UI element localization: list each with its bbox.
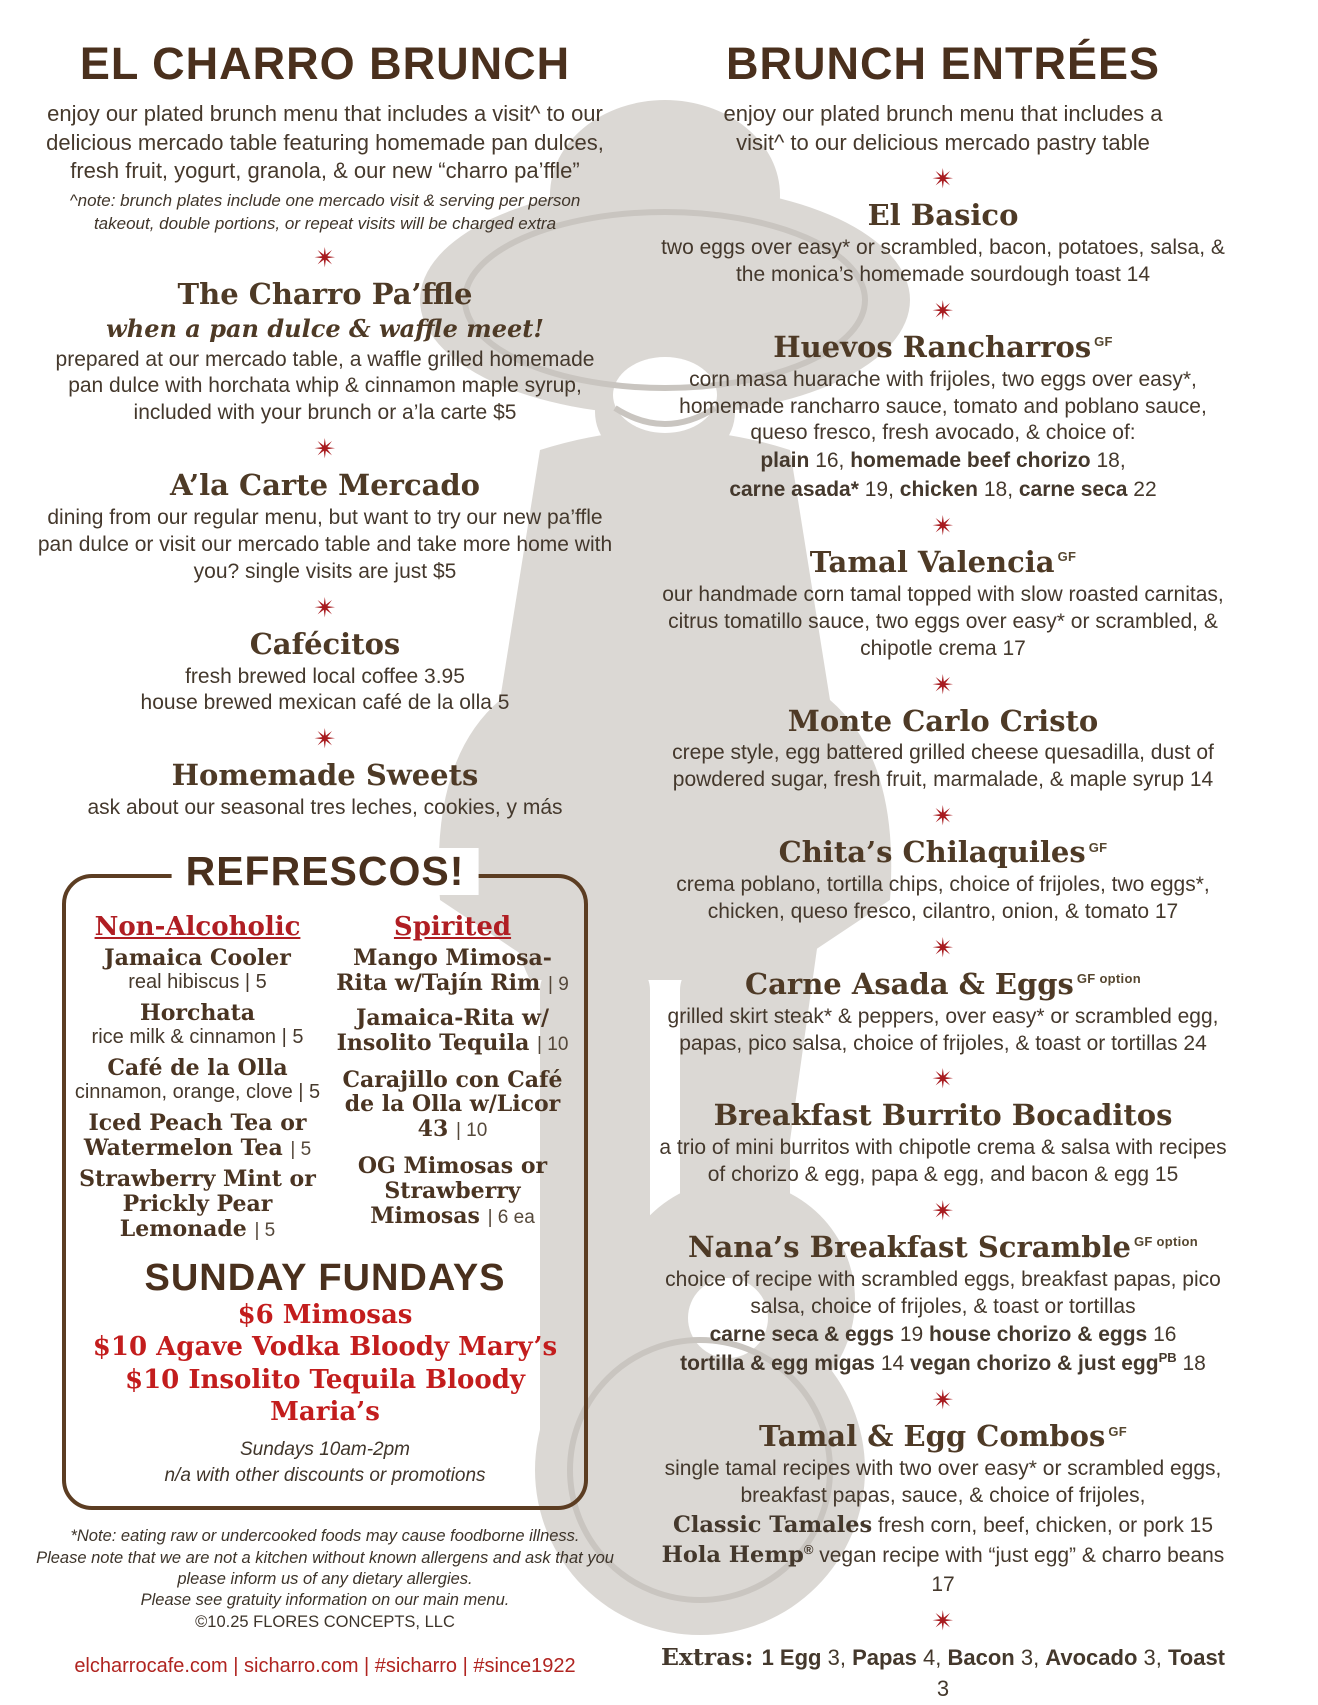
entree-title: Huevos Rancharros $^{GF}$ bbox=[773, 329, 1113, 364]
left-note-line1: ^note: brunch plates include one mercado visit & serving per person bbox=[69, 190, 581, 210]
section-body-line2: house brewed mexican café de la olla 5 bbox=[140, 691, 510, 715]
entree-huevos-rancharros bbox=[658, 329, 1228, 504]
gf-tag: GF bbox=[1094, 334, 1113, 350]
entree-title: El Basico bbox=[867, 198, 1019, 233]
section-ala-carte-mercado bbox=[36, 470, 614, 586]
drink-item bbox=[329, 1068, 576, 1143]
fine-print-line: Please see gratuity information on our main menu. bbox=[140, 1591, 510, 1610]
drink-name: Strawberry Mint or Prickly Pear Lemonade | 5 bbox=[79, 1166, 316, 1243]
entree-tamal-egg-combos bbox=[658, 1421, 1228, 1599]
right-page-title: BRUNCH ENTRÉES bbox=[725, 38, 1161, 89]
non-alcoholic-heading: Non-Alcoholic bbox=[94, 912, 301, 943]
star-divider-icon: ✴ bbox=[931, 511, 955, 542]
entree-title: Tamal & Egg Combos $^{GF}$ bbox=[759, 1419, 1127, 1454]
gf-tag: GF bbox=[1057, 549, 1077, 565]
spirited-column bbox=[329, 912, 576, 1249]
gf-tag: GF option bbox=[1076, 971, 1141, 987]
fine-print-line: Please note that we are not a kitchen without known allergens and ask that you bbox=[36, 1548, 614, 1567]
entree-monte-carlo-cristo bbox=[658, 703, 1228, 795]
gf-tag: GF bbox=[1108, 1423, 1127, 1439]
deal-mimosas: $6 Mimosas bbox=[237, 1299, 413, 1330]
star-divider-icon: ✴ bbox=[931, 669, 955, 700]
star-divider-icon: ✴ bbox=[931, 295, 955, 326]
left-note-line2: takeout, double portions, or repeat visits will be charged extra bbox=[93, 213, 557, 233]
drink-price: | 10 bbox=[455, 1120, 488, 1142]
entree-body: a trio of mini burritos with chipotle crema & salsa with recipes of chorizo & egg, papa & egg, and bacon & egg 15 bbox=[659, 1136, 1227, 1187]
section-body: prepared at our mercado table, a waffle grilled homemade pan dulce with horchata whip & cinnamon maple syrup, included with your brunch or a’la carte $5 bbox=[55, 347, 595, 425]
star-divider-icon: ✴ bbox=[931, 164, 955, 195]
drink-item bbox=[329, 1006, 576, 1056]
entree-tamal-valencia bbox=[658, 547, 1228, 663]
entree-title: Monte Carlo Cristo bbox=[787, 703, 1099, 738]
fine-print-line: *Note: eating raw or undercooked foods may cause foodborne illness. bbox=[70, 1527, 580, 1546]
drink-price: | 5 bbox=[254, 1220, 276, 1242]
entree-options: Classic Tamales fresh corn, beef, chicken, or pork 15 bbox=[672, 1512, 1214, 1539]
entree-title: Tamal Valencia $^{GF}$ bbox=[809, 545, 1077, 580]
entree-body: choice of recipe with scrambled eggs, breakfast papas, pico salsa, choice of frijoles, & toast or tortillas bbox=[665, 1268, 1221, 1318]
website-footer: elcharrocafe.com | sicharro.com | #sicharro | #since1922 bbox=[74, 1655, 576, 1678]
entree-chitas-chilaquiles bbox=[658, 837, 1228, 926]
drink-name: Café de la Olla bbox=[107, 1054, 288, 1081]
section-body-line1: fresh brewed local coffee 3.95 bbox=[185, 664, 465, 688]
entree-body: our handmade corn tamal topped with slow roasted carnitas, citrus tomatillo sauce, two eggs over easy* or scrambled, & chipotle crema 17 bbox=[662, 582, 1224, 660]
fine-print bbox=[36, 1526, 614, 1633]
sunday-fundays bbox=[74, 1256, 576, 1488]
drink-item bbox=[74, 1001, 321, 1049]
left-page-title: EL CHARRO BRUNCH bbox=[79, 38, 571, 89]
drink-item bbox=[74, 946, 321, 994]
sunday-disclaimer: n/a with other discounts or promotions bbox=[164, 1464, 486, 1486]
entree-body: crema poblano, tortilla chips, choice of frijoles, two eggs*, chicken, queso fresco, cilantro, onion, & tomato 17 bbox=[676, 873, 1210, 923]
star-divider-icon: ✴ bbox=[313, 724, 337, 755]
gf-tag: GF option bbox=[1133, 1234, 1199, 1250]
left-column bbox=[36, 38, 614, 1678]
drink-desc: real hibiscus | 5 bbox=[128, 970, 267, 993]
sunday-fundays-title: SUNDAY FUNDAYS bbox=[144, 1256, 506, 1299]
drink-item bbox=[74, 1167, 321, 1242]
entree-title: Chita’s Chilaquiles $^{GF}$ bbox=[778, 835, 1108, 870]
star-divider-icon: ✴ bbox=[931, 801, 955, 832]
section-subtitle: when a pan dulce & waffle meet! bbox=[106, 313, 544, 343]
right-column bbox=[658, 38, 1228, 1704]
extras-line: Extras: 1 Egg 3, Papas 4, Bacon 3, Avocado 3, Toast 3 bbox=[660, 1643, 1226, 1701]
deal-bloody-mary: $10 Agave Vodka Bloody Mary’s bbox=[92, 1332, 558, 1363]
entree-title: Carne Asada & Eggs $^{GF option}$ bbox=[745, 966, 1141, 1001]
section-title: Homemade Sweets bbox=[171, 758, 479, 793]
drink-name: Jamaica-Rita w/ Insolito Tequila | 10 bbox=[336, 1004, 569, 1056]
fine-print-line: please inform us of any dietary allergies. bbox=[177, 1570, 473, 1589]
drink-desc: cinnamon, orange, clove | 5 bbox=[74, 1080, 321, 1103]
copyright-line: ©10.25 FLORES CONCEPTS, LLC bbox=[195, 1612, 455, 1631]
section-title: Cafécitos bbox=[249, 626, 401, 661]
star-divider-icon: ✴ bbox=[931, 1606, 955, 1637]
entree-title: Breakfast Burrito Bocaditos bbox=[713, 1098, 1173, 1133]
drink-desc: rice milk & cinnamon | 5 bbox=[91, 1025, 304, 1048]
entree-body: corn masa huarache with frijoles, two eggs over easy*, homemade rancharro sauce, tomato and poblano sauce, queso fresco, fresh avocado, & choice of: bbox=[679, 367, 1207, 445]
drink-price: | 6 ea bbox=[487, 1206, 535, 1228]
entree-body: two eggs over easy* or scrambled, bacon, potatoes, salsa, & the monica’s homemade sourdough toast 14 bbox=[661, 236, 1225, 286]
star-divider-icon: ✴ bbox=[931, 932, 955, 963]
star-divider-icon: ✴ bbox=[313, 592, 337, 623]
section-title: A’la Carte Mercado bbox=[169, 468, 481, 503]
entree-el-basico bbox=[658, 200, 1228, 289]
section-cafecitos bbox=[36, 626, 614, 718]
entree-options: carne asada* 19, chicken 18, carne seca 22 bbox=[729, 477, 1157, 501]
drink-name: Carajillo con Café de la Olla w/Licor 43 | 10 bbox=[342, 1066, 563, 1143]
left-intro: enjoy our plated brunch menu that includes a visit^ to our delicious mercado table featuring homemade pan dulces, fresh fruit, yogurt, granola, & our new “charro pa’ffle” bbox=[46, 101, 604, 184]
entree-body: single tamal recipes with two over easy* or scrambled eggs, breakfast papas, sauce, & choice of frijoles, bbox=[664, 1457, 1222, 1508]
section-charro-paffle bbox=[36, 276, 614, 428]
drink-name: Horchata bbox=[139, 999, 256, 1026]
non-alcoholic-column bbox=[74, 912, 321, 1249]
entree-body: crepe style, egg battered grilled cheese quesadilla, dust of powdered sugar, fresh fruit, marmalade, & maple syrup 14 bbox=[672, 741, 1214, 792]
spirited-heading: Spirited bbox=[393, 912, 512, 943]
section-homemade-sweets bbox=[36, 760, 614, 822]
section-body: dining from our regular menu, but want to try our new pa’ffle pan dulce or visit our mercado table and take more home with you? single visits are just $5 bbox=[37, 506, 613, 583]
sunday-hours: Sundays 10am-2pm bbox=[239, 1438, 411, 1460]
star-divider-icon: ✴ bbox=[931, 1064, 955, 1095]
gf-tag: GF bbox=[1088, 839, 1108, 855]
drink-price: | 10 bbox=[537, 1033, 569, 1055]
refrescos-columns bbox=[74, 912, 576, 1249]
entree-body: grilled skirt steak* & peppers, over easy* or scrambled egg, papas, pico salsa, choice of frijoles, & toast or tortillas 24 bbox=[667, 1004, 1219, 1055]
entree-nanas-breakfast-scramble bbox=[658, 1232, 1228, 1378]
star-divider-icon: ✴ bbox=[313, 242, 337, 273]
drink-item bbox=[329, 1154, 576, 1229]
star-divider-icon: ✴ bbox=[313, 434, 337, 465]
drink-item bbox=[74, 1111, 321, 1161]
right-intro: enjoy our plated brunch menu that includes a visit^ to our delicious mercado pastry table bbox=[723, 101, 1163, 155]
drink-price: | 5 bbox=[290, 1138, 312, 1160]
drink-name: OG Mimosas or Strawberry Mimosas | 6 ea bbox=[357, 1153, 548, 1229]
section-body: ask about our seasonal tres leches, cookies, y más bbox=[87, 796, 563, 820]
star-divider-icon: ✴ bbox=[931, 1385, 955, 1416]
drink-price: | 9 bbox=[548, 973, 569, 995]
entree-breakfast-burrito-bocaditos bbox=[658, 1100, 1228, 1189]
entree-options: Hola Hemp® vegan recipe with “just egg” & charro beans 17 bbox=[661, 1542, 1225, 1596]
refrescos-title: REFRESCOS! bbox=[172, 848, 479, 895]
entree-options: carne seca & eggs 19 house chorizo & eggs 16 bbox=[709, 1322, 1177, 1346]
drink-name: Mango Mimosa-Rita w/Tajín Rim | 9 bbox=[336, 945, 569, 996]
entree-options: plain 16, homemade beef chorizo 18, bbox=[760, 449, 1126, 473]
drink-name: Iced Peach Tea or Watermelon Tea | 5 bbox=[83, 1109, 312, 1161]
section-title: The Charro Pa’ffle bbox=[177, 276, 473, 311]
refrescos-box bbox=[62, 848, 588, 1510]
drink-name: Jamaica Cooler bbox=[104, 945, 291, 972]
star-divider-icon: ✴ bbox=[931, 1196, 955, 1227]
entree-options: tortilla & egg migas 14 vegan chorizo & just egg$^{PB}$ 18 bbox=[680, 1350, 1206, 1376]
entree-carne-asada-eggs bbox=[658, 966, 1228, 1058]
entree-title: Nana’s Breakfast Scramble $^{GF option}$ bbox=[687, 1230, 1199, 1265]
deal-bloody-maria: $10 Insolito Tequila Bloody Maria’s bbox=[125, 1364, 525, 1428]
drink-item bbox=[329, 946, 576, 996]
left-note bbox=[36, 190, 614, 236]
drink-item bbox=[74, 1056, 321, 1104]
